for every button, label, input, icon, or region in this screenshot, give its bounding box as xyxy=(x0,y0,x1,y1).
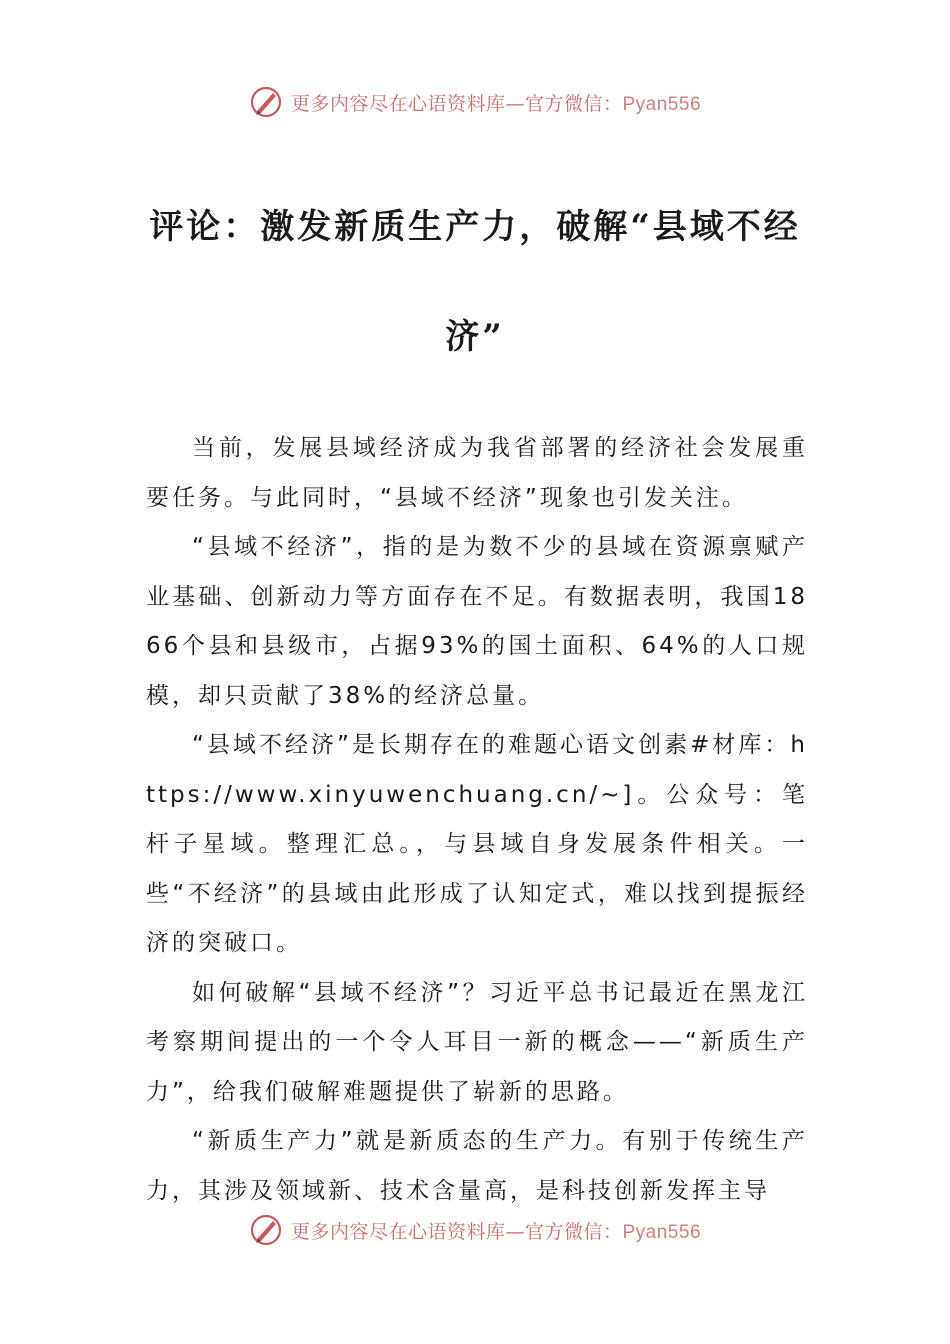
paragraph: “县域不经济”是长期存在的难题心语文创素#材库：https://www.xinyuwenchuang.cn/~]。公众号：笔杆子星域。整理汇总。，与县域自身发展条件相关。一些“不经济”的县域由此形成了认知定式，难以找到提振经济的突破口。 xyxy=(146,732,808,956)
paragraph: “县域不经济”，指的是为数不少的县域在资源禀赋产业基础、创新动力等方面存在不足。有数据表明，我国1866个县和县级市，占据93%的国土面积、64%的人口规模，却只贡献了38%的经济总量。 xyxy=(146,534,808,709)
pen-logo-icon xyxy=(249,1213,283,1247)
paragraph: 当前，发展县域经济成为我省部署的经济社会发展重要任务。与此同时，“县域不经济”现象也引发关注。 xyxy=(146,435,808,511)
paragraph: 如何破解“县域不经济”？习近平总书记最近在黑龙江考察期间提出的一个令人耳目一新的概念——“新质生产力”，给我们破解难题提供了崭新的思路。 xyxy=(146,979,808,1105)
footer-banner xyxy=(0,1210,950,1250)
pen-logo-icon xyxy=(249,85,283,119)
footer-banner-text: 更多内容尽在心语资料库—官方微信：Pyan556 xyxy=(290,1220,702,1243)
article-title: 评论：激发新质生产力，破解“县域不经济” xyxy=(149,207,801,357)
header-banner-text: 更多内容尽在心语资料库—官方微信：Pyan556 xyxy=(290,92,702,115)
article-body xyxy=(146,424,808,1216)
header-banner xyxy=(0,82,950,122)
paragraph: “新质生产力”就是新质态的生产力。有别于传统生产力，其涉及领域新、技术含量高，是科技创新发挥主导 xyxy=(146,1128,808,1204)
